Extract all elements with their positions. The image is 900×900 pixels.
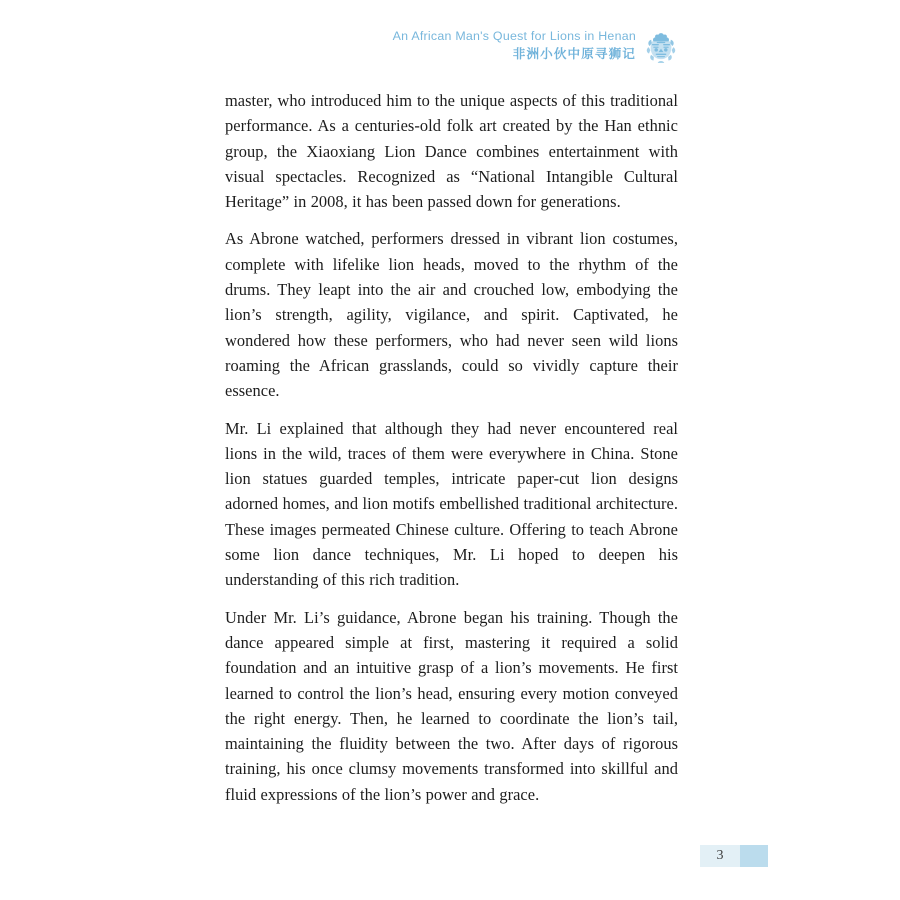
folio-accent-bar [740,845,768,867]
paragraph: Under Mr. Li’s guidance, Abrone began his training. Though the dance appeared simple at first, mastering it required a solid foundation and an intuitive grasp of a lion’s movements. He first learned to control the lion’s head, ensuring every motion conveyed the right energy. Then, he learned to coordinate the lion’s tail, maintaining the fluidity between the two. After days of rigorous training, his once clumsy movements transformed into skillful and fluid expressions of the lion’s power and grace. [225,607,678,804]
lion-head-icon [644,31,678,65]
page-footer [0,845,900,869]
folio [700,845,768,867]
header-title-chinese: 非洲小伙中原寻狮记 [512,46,636,61]
page-number: 3 [716,848,724,863]
paragraph: master, who introduced him to the unique aspects of this traditional performance. As a centuries-old folk art created by the Han ethnic group, the Xiaoxiang Lion Dance combines entertainment with visual spectacles. Recognized as “National Intangible Cultural Heritage” in 2008, it has been passed down for generations. [225,91,678,212]
page-body-text [225,88,678,807]
header-inner [393,28,678,65]
header-titles [393,28,644,63]
paragraph: Mr. Li explained that although they had never encountered real lions in the wild, traces of them were everywhere in China. Stone lion statues guarded temples, intricate paper-cut lion designs adorned homes, and lion motifs embellished traditional architecture. These images permeated Chinese culture. Offering to teach Abrone some lion dance techniques, Mr. Li hoped to deepen his understanding of this rich tradition. [225,418,678,590]
page-header [0,28,900,72]
page-number-box [700,845,740,867]
paragraph: As Abrone watched, performers dressed in vibrant lion costumes, complete with lifelike lion heads, moved to the rhythm of the drums. They leapt into the air and crouched low, embodying the lion’s strength, agility, vigilance, and spirit. Captivated, he wondered how these performers, who had never seen wild lions roaming the African grasslands, could so vividly capture their essence. [225,229,678,401]
header-title-english: An African Man's Quest for Lions in Henan [392,29,636,43]
